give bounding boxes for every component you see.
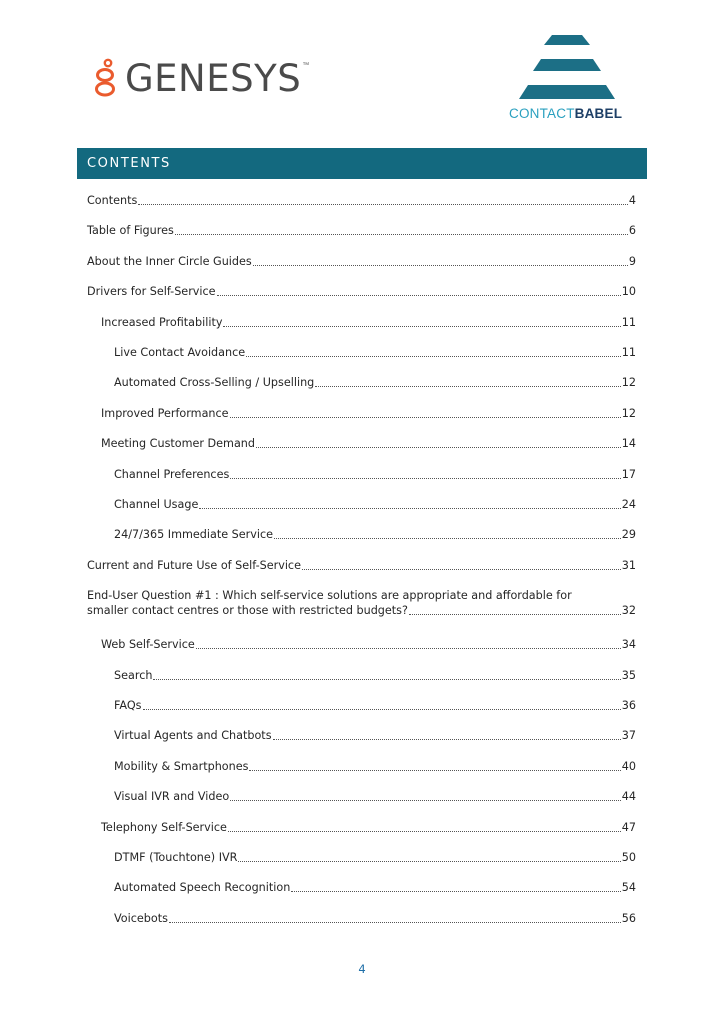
toc-entry-page: 9 [628,254,636,268]
toc-entry-page: 11 [621,346,636,359]
toc-entry-page: 24 [621,498,636,511]
dot-leader [249,761,620,771]
toc-entry[interactable] [87,254,636,269]
page-number: 4 [358,962,366,976]
toc-entry[interactable] [87,497,636,512]
toc-entry-page: 35 [621,668,636,682]
dot-leader [409,605,621,615]
toc-entry-page: 50 [621,851,636,864]
toc-entry-page: 4 [628,194,636,207]
toc-entry-page: 17 [621,467,636,481]
toc-entry-page: 36 [621,699,636,712]
toc-entry-title: 24/7/365 Immediate Service [114,528,274,542]
toc-entry-line [114,759,636,774]
toc-entry-line [87,223,636,238]
toc-entry-page: 32 [621,604,636,618]
dot-leader [199,499,620,509]
toc-entry[interactable] [87,193,636,208]
toc-entry[interactable] [87,527,636,542]
dot-leader [291,882,620,892]
toc-entry-page: 54 [621,881,636,895]
toc-entry[interactable] [87,789,636,804]
dot-leader [153,670,620,680]
toc-entry-title: FAQs [114,699,142,712]
toc-entry-line [87,284,636,299]
dot-leader [302,560,621,570]
toc-entry-page: 14 [621,437,636,451]
dot-leader [217,286,621,296]
toc-entry[interactable] [87,436,636,451]
toc-entry-title: smaller contact centres or those with restricted budgets? [87,604,408,618]
dot-leader [169,913,621,923]
toc-entry-line [114,668,636,683]
dot-leader [246,347,621,357]
dot-leader [175,225,628,235]
trademark-symbol: ™ [302,62,310,69]
toc-entry-line [114,728,636,743]
toc-entry-page: 29 [621,528,636,542]
dot-leader [253,256,628,266]
contents-heading: CONTENTS [77,148,647,179]
toc-entry-line [87,193,636,208]
toc-entry-page: 47 [621,820,636,834]
genesys-logo [93,56,309,100]
contactbabel-part1: CONTACT [509,106,575,121]
toc-entry-line [101,315,636,330]
toc-entry[interactable] [87,467,636,482]
toc-entry-page: 40 [621,759,636,773]
toc-entry[interactable] [87,698,636,713]
dot-leader [223,317,620,327]
dot-leader [315,377,620,387]
toc-entry-page: 11 [621,315,636,329]
dot-leader [143,700,621,710]
toc-entry-line [101,637,636,652]
toc-entry[interactable] [87,880,636,895]
toc-entry[interactable] [87,637,636,652]
toc-entry-line [114,497,636,512]
toc-entry-line [114,850,636,865]
toc-entry-line [114,345,636,360]
toc-entry-title: Contents [87,194,138,207]
dot-leader [273,730,621,740]
toc-entry-line [101,820,636,835]
toc-entry-title: Drivers for Self-Service [87,285,216,299]
dot-leader [196,639,621,649]
toc-entry-title: Improved Performance [101,406,229,420]
toc-entry[interactable] [87,406,636,421]
toc-entry[interactable] [87,315,636,330]
contactbabel-wordmark [509,106,622,121]
toc-entry[interactable] [87,820,636,835]
toc-entry-line [101,406,636,421]
toc-entry-page: 37 [621,729,636,743]
toc-entry-line [114,527,636,542]
toc-entry-title: Live Contact Avoidance [114,346,246,359]
toc-entry-line [114,911,636,926]
toc-entry-title: Telephony Self-Service [101,820,227,834]
toc-entry-title: Channel Preferences [114,467,230,481]
dot-leader [138,195,628,205]
dot-leader [230,791,621,801]
toc-entry-page: 34 [621,638,636,652]
toc-entry-title: Virtual Agents and Chatbots [114,729,272,743]
toc-entry[interactable] [87,728,636,743]
toc-entry[interactable] [87,375,636,390]
toc-entry-title: Voicebots [114,911,168,925]
genesys-mark-icon [93,58,117,98]
toc-entry-page: 12 [621,406,636,420]
toc-entry-title: Search [114,668,153,682]
toc-entry[interactable] [87,911,636,926]
toc-entry-title: Mobility & Smartphones [114,759,249,773]
toc-entry-page: 12 [621,376,636,390]
toc-entry-line [114,375,636,390]
toc-entry-line [87,254,636,269]
toc-entry-title: Automated Speech Recognition [114,881,291,895]
toc-entry-page: 31 [621,558,636,572]
dot-leader [256,438,621,448]
toc-entry-page: 10 [621,285,636,299]
toc-entry[interactable] [87,759,636,774]
toc-entry-page: 56 [621,911,636,925]
genesys-wordmark: GENESYS [125,56,302,100]
dot-leader [230,408,621,418]
toc-entry-line [87,558,636,573]
toc-entry-title: Increased Profitability [101,315,223,329]
toc-entry-line [114,880,636,895]
toc-entry-page: 44 [621,790,636,804]
toc-entry[interactable] [87,668,636,683]
toc-entry[interactable] [87,223,636,238]
toc-entry[interactable] [87,588,636,618]
contactbabel-part2: BABEL [574,106,623,121]
toc-entry[interactable] [87,284,636,299]
dot-leader [274,529,621,539]
dot-leader [238,852,620,862]
toc-entry-line [87,603,636,618]
toc-entry[interactable] [87,850,636,865]
toc-entry-title: Channel Usage [114,498,199,511]
dot-leader [230,469,620,479]
toc-entry-title: Table of Figures [87,224,174,238]
toc-entry-line [101,436,636,451]
toc-entry-line [114,789,636,804]
toc-entry[interactable] [87,558,636,573]
dot-leader [228,822,621,832]
toc-entry-title: DTMF (Touchtone) IVR [114,851,238,864]
toc-entry[interactable] [87,345,636,360]
toc-entry-title: Automated Cross-Selling / Upselling [114,376,315,390]
toc-entry-title: Web Self-Service [101,638,195,652]
toc-entry-page: 6 [628,224,636,238]
toc-entry-title: About the Inner Circle Guides [87,254,252,268]
toc-entry-title-line1: End-User Question #1 : Which self-service solutions are appropriate and affordable for [87,589,572,603]
toc-entry-title: Visual IVR and Video [114,790,230,804]
toc-entry-title: Current and Future Use of Self-Service [87,558,301,572]
toc-entry-title: Meeting Customer Demand [101,437,256,451]
toc-entry-line [114,698,636,713]
toc-entry-line [114,467,636,482]
